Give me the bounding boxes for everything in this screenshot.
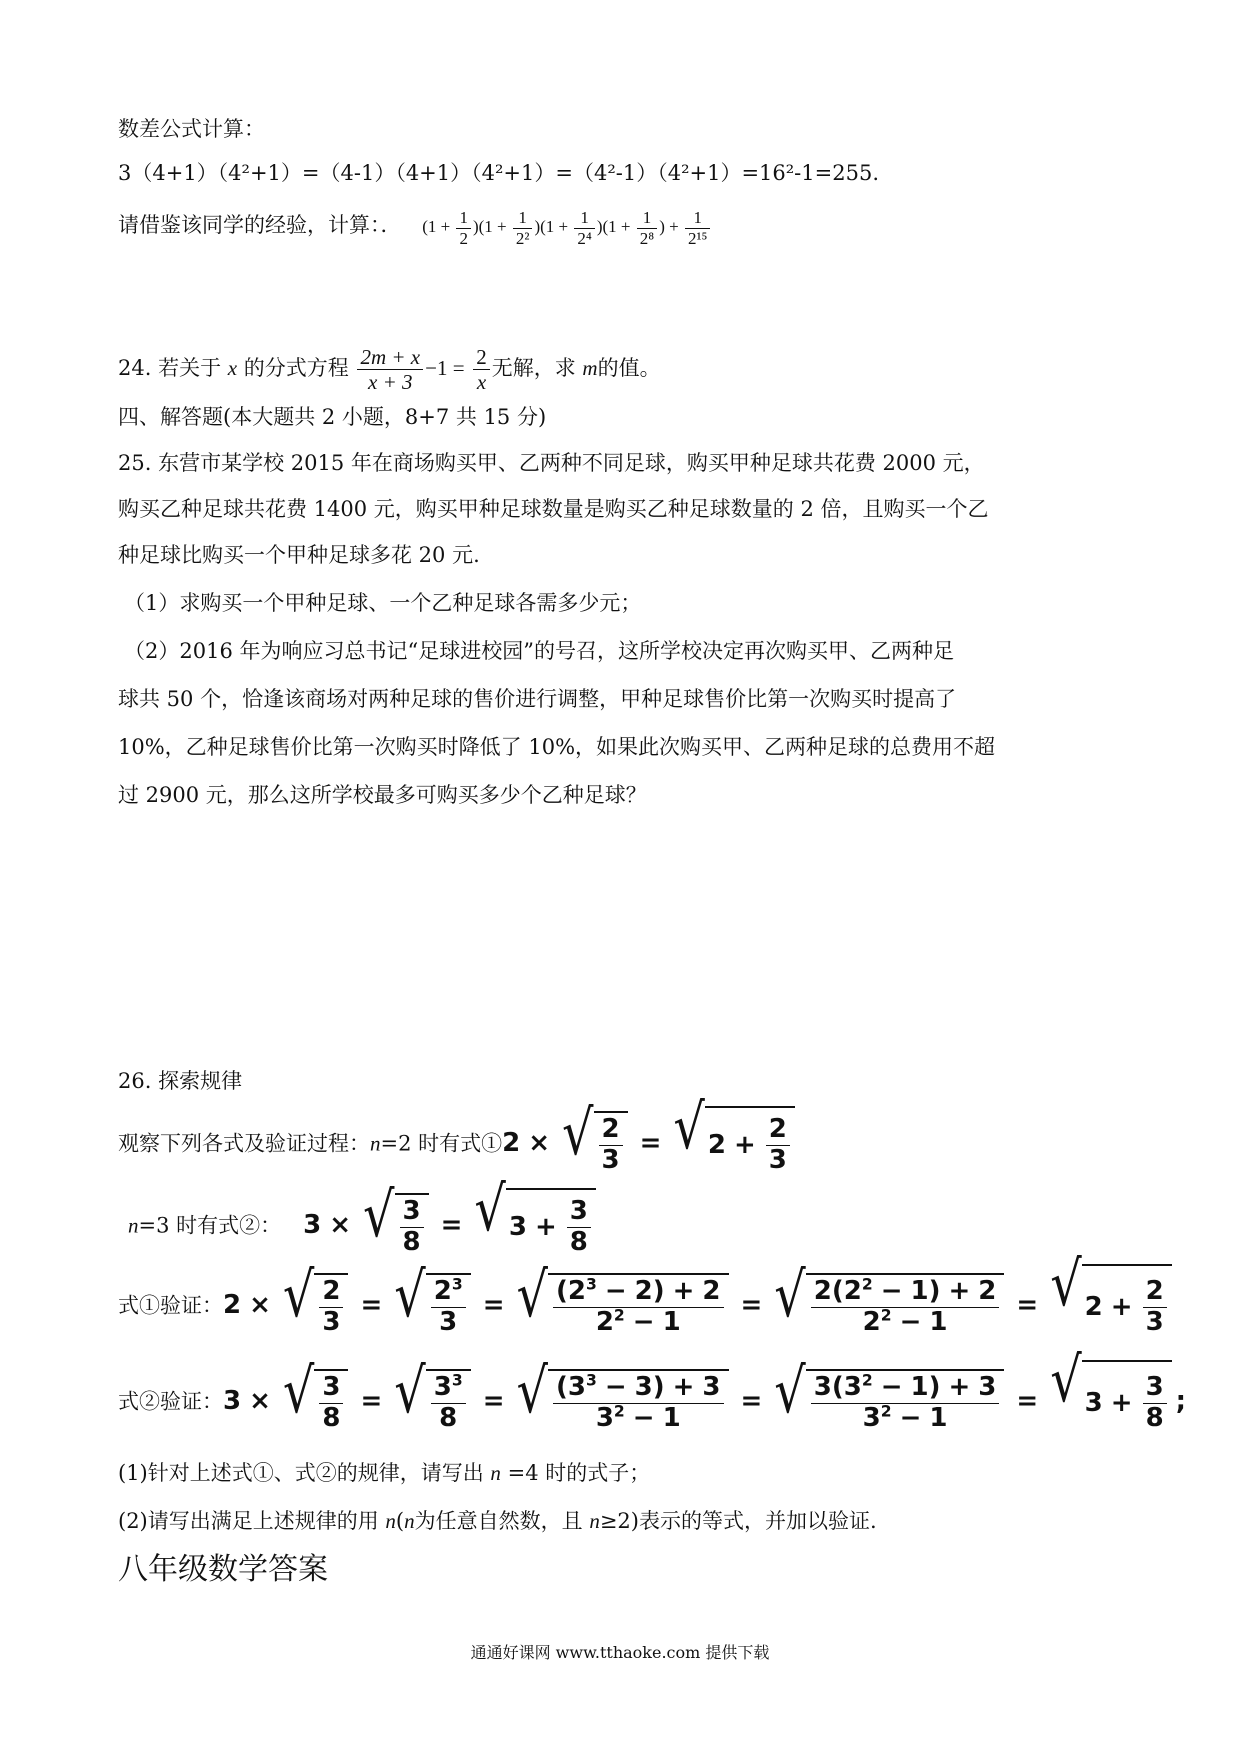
part2-text: 为任意自然数，且 [414, 1509, 590, 1533]
frac-den: $2^2 - 1$ [595, 1305, 681, 1337]
sqrt: √ $\frac{2}{3}$ [562, 1111, 628, 1176]
frac-den: x [476, 370, 487, 394]
frac-den: 3 [439, 1306, 458, 1337]
sqrt: √ 3 + $\frac{3}{8}$ [474, 1188, 595, 1262]
frac-num: 1 [456, 208, 471, 229]
q24-fraction-2 [473, 345, 490, 394]
q26-part-1 [118, 1458, 650, 1488]
expr-frac [685, 208, 711, 248]
op: = [360, 1385, 383, 1416]
num: 2 [707, 1130, 726, 1160]
sqrt: √ $\frac{2^3}{3}$ [394, 1273, 470, 1338]
frac-num: 2 [766, 1115, 790, 1146]
expr-frac [574, 208, 594, 248]
answer-heading: 八年级数学答案 [118, 1552, 328, 1587]
sqrt: √ $\frac{(3^3 - 3) + 3}{3^2 - 1}$ [517, 1369, 729, 1434]
var-n: n [385, 1509, 396, 1533]
part1-text: (1)针对上述式①、式②的规律，请写出 [118, 1461, 491, 1485]
frac-num: $3(3^2 - 1) + 3$ [811, 1373, 1000, 1404]
intro-expression [422, 208, 712, 248]
frac-den: $2^2 - 1$ [862, 1305, 948, 1337]
sqrt: √ $\frac{3}{8}$ [363, 1193, 429, 1258]
op: × [249, 1289, 271, 1320]
var-n: n [589, 1509, 600, 1533]
frac-num: 3 [567, 1197, 591, 1228]
q26-title: 26. 探索规律 [118, 1069, 243, 1093]
q25-part-1: （1）求购买一个甲种足球、一个乙种足球各需多少元； [124, 591, 642, 615]
intro-line-3-text: 请借鉴该同学的经验，计算：． [118, 212, 402, 237]
num: 2 [223, 1289, 242, 1320]
expr-frac [456, 208, 471, 248]
frac-num: 2 [599, 1115, 623, 1146]
op: = [440, 1209, 463, 1240]
frac-num: 2m + x [357, 345, 423, 370]
q26-observe-1 [118, 1090, 799, 1180]
var-n: n [490, 1461, 501, 1485]
sqrt: √ 2 + $\frac{2}{3}$ [673, 1106, 794, 1180]
frac-den: 8 [322, 1402, 341, 1433]
minus-one: −1 = [425, 356, 465, 380]
frac-den: 2⁴ [577, 228, 592, 248]
q26-observe-2 [128, 1172, 600, 1262]
frac-num: $(3^3 - 3) + 3$ [553, 1373, 724, 1404]
frac-num: $3^3$ [431, 1373, 466, 1404]
frac-num: 1 [685, 208, 711, 229]
var-m: m [582, 356, 598, 380]
part2-text: ≥2)表示的等式，并加以验证. [599, 1509, 877, 1533]
frac-num: 2 [319, 1277, 343, 1308]
frac-num: 2 [1143, 1277, 1167, 1308]
frac-den: 8 [439, 1402, 458, 1433]
frac-num: 1 [574, 208, 594, 229]
sqrt: √ 3 + $\frac{3}{8}$ [1050, 1360, 1171, 1442]
var-x: x [227, 356, 238, 380]
frac-den: 2¹⁵ [687, 228, 708, 248]
verify-label: 式②验证： [118, 1389, 223, 1414]
frac-den: 3 [1145, 1306, 1164, 1337]
intro-line-2: 3（4+1）（4²+1）=（4-1）（4+1）（4²+1）=（4²-1）（4²+1）=16²-1=255. [118, 161, 879, 185]
frac-num: 3 [319, 1373, 343, 1404]
sqrt: √ $\frac{3^3}{8}$ [394, 1369, 470, 1434]
sqrt: √ $\frac{(2^3 - 2) + 2}{2^2 - 1}$ [517, 1273, 729, 1338]
expr-part: (1 + [422, 216, 455, 236]
op: = [740, 1385, 763, 1416]
q25-line: 种足球比购买一个甲种足球多花 20 元. [118, 543, 480, 567]
observe-prefix: 观察下列各式及验证过程： [118, 1131, 370, 1156]
num: 3 [303, 1209, 322, 1240]
sqrt: √ 2 + $\frac{2}{3}$ [1050, 1264, 1171, 1346]
observe-mid: =2 时有式① [380, 1131, 503, 1156]
q24-suffix: 的值。 [597, 356, 661, 380]
expr-part: ) + [659, 216, 683, 236]
sqrt: √ $\frac{2(2^2 - 1) + 2}{2^2 - 1}$ [774, 1273, 1004, 1338]
verify-1-formula [223, 1247, 1176, 1337]
frac-den: 3 [768, 1144, 787, 1175]
frac-den: $3^2 - 1$ [595, 1401, 681, 1433]
frac-den: 8 [1145, 1402, 1164, 1433]
frac-num: 1 [637, 208, 657, 229]
semicolon: ; [1175, 1385, 1187, 1416]
op: + [733, 1130, 756, 1160]
q25-line: 购买乙种足球共花费 1400 元，购买甲种足球数量是购买乙种足球数量的 2 倍，且购买一个乙 [118, 497, 989, 521]
part2-text: (2)请写出满足上述规律的用 [118, 1509, 386, 1533]
var-n: n [128, 1213, 139, 1238]
q26-verify-1 [118, 1247, 1176, 1346]
q24-fraction-1 [357, 345, 423, 394]
q26-verify-2 [118, 1343, 1187, 1442]
question-24 [118, 338, 661, 398]
frac-den: x + 3 [368, 370, 413, 394]
op: × [249, 1385, 271, 1416]
op: = [639, 1127, 662, 1158]
verify-2-formula [223, 1343, 1187, 1433]
verify-label: 式①验证： [118, 1293, 223, 1318]
expr-frac [513, 208, 533, 248]
op: = [482, 1289, 505, 1320]
intro-line-1: 数差公式计算： [118, 117, 265, 141]
frac-num: $2^3$ [431, 1277, 466, 1308]
frac-num: 3 [1143, 1373, 1167, 1404]
q25-part-2: （2）2016 年为响应习总书记“足球进校园”的号召，这所学校决定再次购买甲、乙两种足 [124, 639, 954, 663]
num: 2 [502, 1127, 521, 1158]
frac-den: 8 [569, 1226, 588, 1257]
intro-line-3 [118, 208, 712, 248]
frac-den: 3 [322, 1306, 341, 1337]
formula-2 [303, 1172, 600, 1257]
op: = [360, 1289, 383, 1320]
sqrt: √ $\frac{2}{3}$ [283, 1273, 349, 1338]
op: × [528, 1127, 551, 1158]
frac-den: 2⁸ [639, 228, 655, 248]
frac-num: 3 [400, 1197, 424, 1228]
frac-den: 2 [459, 228, 468, 248]
op: × [329, 1209, 352, 1240]
frac-den: $3^2 - 1$ [862, 1401, 948, 1433]
expr-part: )(1 + [596, 216, 635, 236]
sqrt: √ $\frac{3(3^2 - 1) + 3}{3^2 - 1}$ [774, 1369, 1004, 1434]
op: = [1016, 1289, 1039, 1320]
frac-num: 2 [473, 345, 490, 370]
var-n: n [370, 1131, 381, 1156]
expr-part: )(1 + [534, 216, 573, 236]
section-heading-4: 四、解答题(本大题共 2 小题，8+7 共 15 分) [118, 405, 547, 429]
frac-den: 8 [402, 1226, 421, 1257]
part2-text: ( [395, 1509, 405, 1533]
op: = [482, 1385, 505, 1416]
num: 3 [508, 1212, 527, 1242]
num: 3 [223, 1385, 242, 1416]
frac-num: $2(2^2 - 1) + 2$ [811, 1277, 1000, 1308]
op: = [740, 1289, 763, 1320]
sqrt: √ $\frac{3}{8}$ [283, 1369, 349, 1434]
q24-suffix: 无解，求 [491, 356, 583, 380]
observe-mid: =3 时有式②： [138, 1213, 282, 1238]
q25-line: 过 2900 元，那么这所学校最多可购买多少个乙种足球？ [118, 783, 647, 807]
footer-source: 通通好课网 www.tthaoke.com 提供下载 [470, 1643, 770, 1662]
part1-text: =4 时的式子； [500, 1461, 651, 1485]
frac-num: $(2^3 - 2) + 2$ [553, 1277, 724, 1308]
q25-line: 球共 50 个，恰逢该商场对两种足球的售价进行调整，甲种足球售价比第一次购买时提高了 [118, 687, 957, 711]
q25-line: 25. 东营市某学校 2015 年在商场购买甲、乙两种不同足球，购买甲种足球共花费 2000 元， [118, 451, 985, 475]
op: = [1016, 1385, 1039, 1416]
q24-prefix: 24. 若关于 [118, 356, 228, 380]
q26-part-2 [118, 1506, 877, 1536]
frac-den: 3 [601, 1144, 620, 1175]
op: + [534, 1212, 557, 1242]
frac-den: 2² [515, 228, 530, 248]
frac-num: 1 [513, 208, 533, 229]
expr-frac [637, 208, 657, 248]
expr-part: )(1 + [472, 216, 511, 236]
q24-mid: 的分式方程 [237, 356, 356, 380]
q25-line: 10%，乙种足球售价比第一次购买时降低了 10%，如果此次购买甲、乙两种足球的总费用不超 [118, 735, 996, 759]
var-n: n [404, 1509, 415, 1533]
formula-1 [502, 1090, 799, 1175]
